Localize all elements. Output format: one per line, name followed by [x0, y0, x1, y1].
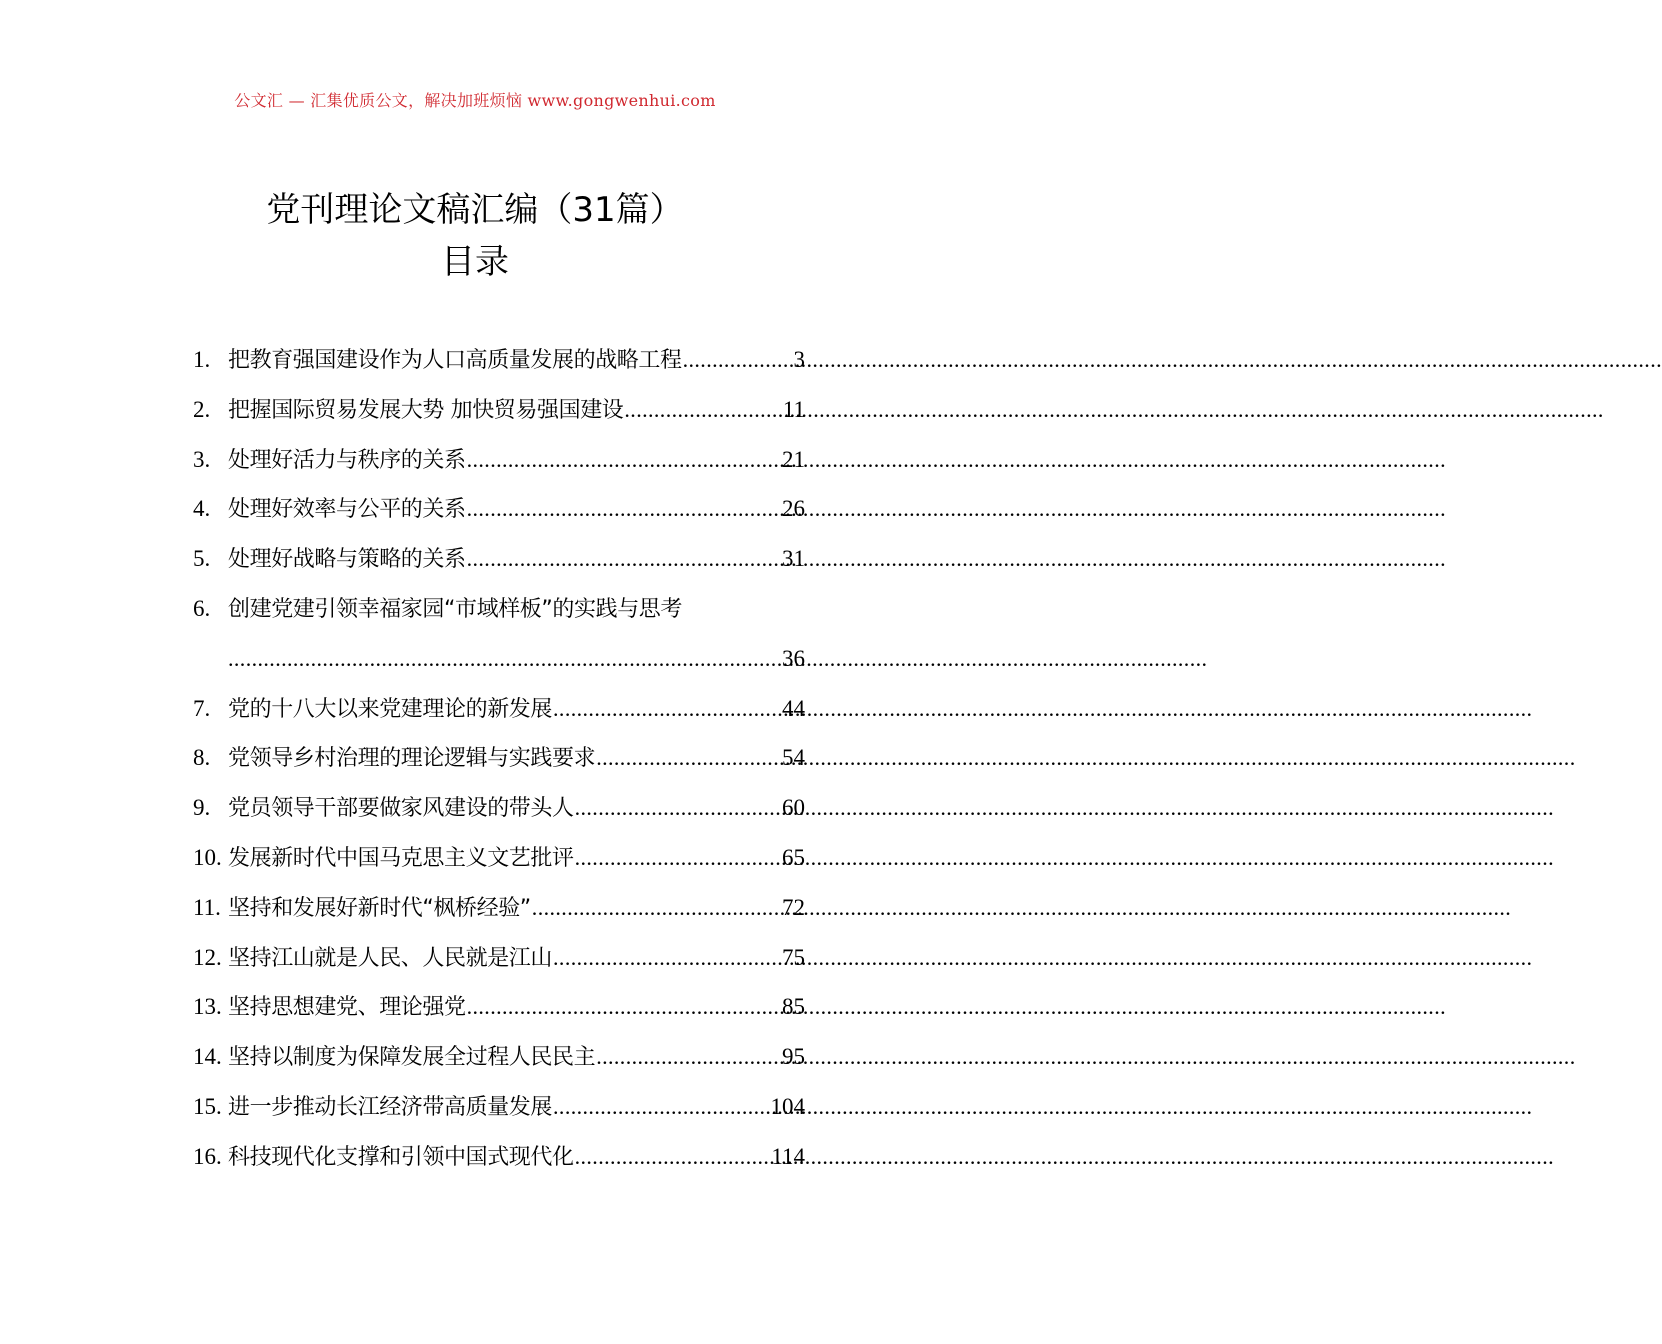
toc-entry-title: 党的十八大以来党建理论的新发展	[228, 696, 553, 722]
toc-leader-dots	[532, 883, 781, 933]
toc-leader-dots	[467, 435, 781, 485]
toc-entry-8[interactable]	[193, 733, 805, 783]
toc-entry-11[interactable]	[193, 883, 805, 933]
toc-entry-number: 16.	[193, 1143, 222, 1169]
toc-entry-number: 8.	[193, 745, 211, 771]
toc-entry-13[interactable]	[193, 982, 805, 1032]
toc-entry-3[interactable]	[193, 435, 805, 485]
toc-entry-page: 11	[782, 396, 805, 422]
toc-entry-page: 114	[771, 1143, 805, 1169]
toc-leader-dots	[467, 484, 781, 534]
toc-entry-9[interactable]	[193, 783, 805, 833]
toc-entry-page: 44	[782, 695, 805, 721]
toc-entry-page: 60	[782, 795, 805, 821]
toc-entry-title: 进一步推动长江经济带高质量发展	[228, 1094, 553, 1120]
toc-entry-7[interactable]	[193, 684, 805, 734]
toc-entry-2[interactable]	[193, 385, 805, 435]
toc-entry-15[interactable]	[193, 1082, 805, 1132]
toc-entry-number: 6.	[193, 595, 211, 621]
toc-entry-number: 2.	[193, 396, 211, 422]
toc-leader-dots	[575, 1132, 771, 1182]
toc-entry-number: 4.	[193, 496, 211, 522]
toc-entry-5[interactable]	[193, 534, 805, 584]
toc-entry-number: 13.	[193, 994, 222, 1020]
toc-entry-title: 创建党建引领幸福家园“市域样板”的实践与思考	[228, 596, 682, 622]
toc-leader-dots	[553, 1082, 769, 1132]
toc-entry-title: 处理好战略与策略的关系	[228, 547, 466, 573]
toc-entry-16[interactable]	[193, 1132, 805, 1182]
header-banner[interactable]: 公文汇 — 汇集优质公文，解决加班烦恼 www.gongwenhui.com	[234, 91, 716, 110]
toc-entry-title: 发展新时代中国马克思主义文艺批评	[228, 845, 574, 871]
toc-entry-number: 14.	[193, 1044, 222, 1070]
toc-leader-dots	[624, 385, 781, 435]
toc-entry-title: 把教育强国建设作为人口高质量发展的战略工程	[228, 348, 682, 373]
toc-entry-12[interactable]	[193, 933, 805, 983]
document-title: 党刊理论文稿汇编（31篇）	[266, 190, 684, 230]
document-subtitle: 目录	[441, 242, 509, 282]
toc-entry-title: 处理好活力与秩序的关系	[228, 447, 466, 473]
toc-entry-title: 党领导乡村治理的理论逻辑与实践要求	[228, 746, 596, 772]
toc-entry-page: 31	[782, 546, 805, 572]
toc-entry-page: 95	[782, 1044, 805, 1070]
toc-leader-dots	[683, 335, 793, 385]
toc-entry-10[interactable]	[193, 833, 805, 883]
toc-entry-title: 处理好效率与公平的关系	[228, 497, 466, 523]
toc-leader-dots	[467, 982, 781, 1032]
toc-leader-dots	[575, 783, 781, 833]
toc-entry-page: 75	[782, 944, 805, 970]
toc-entry-6[interactable]	[193, 584, 805, 634]
toc-entry-number: 15.	[193, 1093, 222, 1119]
toc-entry-number: 3.	[193, 446, 211, 472]
toc-entry-title: 坚持和发展好新时代“枫桥经验”	[228, 895, 531, 921]
toc-entry-page: 36	[782, 645, 805, 671]
toc-entry-title: 坚持江山就是人民、人民就是江山	[228, 945, 553, 971]
toc-entry-page: 54	[782, 745, 805, 771]
toc-leader-dots	[553, 684, 781, 734]
toc-entry-page: 3	[793, 347, 805, 372]
table-of-contents	[193, 335, 805, 1182]
toc-entry-title: 坚持思想建党、理论强党	[228, 995, 466, 1021]
toc-entry-page: 21	[782, 446, 805, 472]
toc-leader-dots	[467, 534, 781, 584]
toc-entry-1[interactable]	[193, 335, 805, 385]
toc-entry-title: 党员领导干部要做家风建设的带头人	[228, 796, 574, 822]
toc-leader-dots	[596, 733, 781, 783]
toc-entry-6-continuation[interactable]	[193, 634, 805, 684]
toc-entry-4[interactable]	[193, 484, 805, 534]
toc-entry-number: 5.	[193, 546, 211, 572]
toc-entry-number: 1.	[193, 347, 211, 372]
toc-leader-dots	[575, 833, 781, 883]
toc-entry-number: 7.	[193, 695, 211, 721]
toc-entry-number: 10.	[193, 844, 222, 870]
toc-entry-page: 65	[782, 844, 805, 870]
toc-leader-dots	[596, 1032, 781, 1082]
toc-entry-number: 12.	[193, 944, 222, 970]
toc-entry-page: 26	[782, 496, 805, 522]
toc-entry-14[interactable]	[193, 1032, 805, 1082]
toc-entry-title: 科技现代化支撑和引领中国式现代化	[228, 1144, 574, 1170]
toc-leader-dots	[228, 634, 781, 684]
toc-entry-page: 104	[770, 1093, 805, 1119]
toc-entry-page: 85	[782, 994, 805, 1020]
toc-entry-title: 把握国际贸易发展大势 加快贸易强国建设	[228, 397, 624, 423]
toc-entry-title: 坚持以制度为保障发展全过程人民民主	[228, 1045, 596, 1071]
toc-entry-number: 9.	[193, 795, 211, 821]
toc-leader-dots	[553, 933, 781, 983]
toc-entry-page: 72	[782, 894, 805, 920]
toc-entry-number: 11.	[193, 894, 221, 920]
